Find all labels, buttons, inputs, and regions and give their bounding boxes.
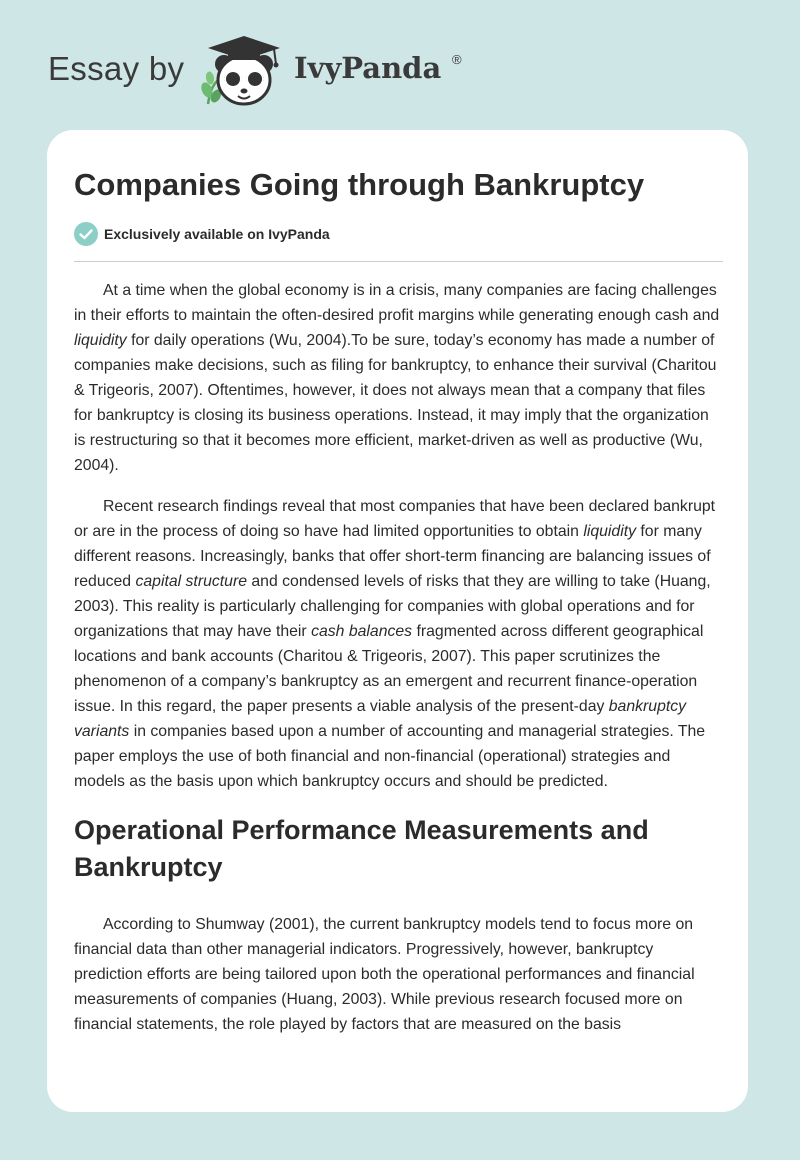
text-run: and condensed levels of risks that they are willing to take (Huang, 2003). This reality is particularly challenging for companies with global operations and for organizations that may have their [74, 573, 711, 640]
text-run: in companies based upon a number of accounting and managerial strategies. The paper employs the use of both financial and non-financial (operational) strategies and models as the basis upon which bankruptcy occurs and should be predicted. [74, 723, 706, 790]
text-run: for daily operations (Wu, 2004).To be sure, today’s economy has made a number of companies make decisions, such as filing for bankruptcy, to enhance their survival (Charitou & Trigeoris, 2007). Oftentimes, however, it does not always mean that a company that files for bankruptcy is closing its business operations. Instead, it may imply that the organization is restructuring so that it becomes more efficient, market-driven as well as productive (Wu, 2004). [74, 332, 717, 474]
italic-term: liquidity [74, 332, 127, 349]
section-heading: Operational Performance Measurements and Bankruptcy [74, 815, 649, 882]
essay-content [74, 278, 724, 1053]
text-run: for many different reasons. Increasingly, banks that offer short-term financing are balancing issues of reduced [74, 523, 711, 590]
text-run: Recent research findings reveal that most companies that have been declared bankrupt or are in the process of doing so have had limited opportunities to obtain [74, 498, 716, 540]
paragraph-2 [74, 494, 724, 794]
brand-name: IvyPanda [294, 51, 442, 85]
italic-term: cash balances [311, 623, 413, 640]
check-circle-icon [74, 222, 98, 246]
exclusive-label: Exclusively available on IvyPanda [104, 226, 330, 242]
panda-logo-icon [198, 34, 286, 112]
text-run: fragmented across different geographical locations and bank accounts (Charitou & Trigeoris, 2007). This paper scrutinizes the phenomenon of a company’s bankruptcy as an emergent and recurrent finance-operation issue. In this regard, the paper presents a viable analysis of the present-day [74, 623, 704, 715]
italic-term: bankruptcy variants [74, 698, 687, 740]
exclusive-badge [74, 222, 330, 246]
site-header [0, 0, 800, 130]
essay-by-label: Essay by [48, 50, 185, 87]
registered-mark: ® [452, 52, 462, 67]
paragraph-1 [74, 278, 724, 478]
page-title: Companies Going through Bankruptcy [74, 167, 645, 202]
divider [74, 261, 723, 262]
text-run: At a time when the global economy is in a crisis, many companies are facing challenges in their efforts to maintain the often-desired profit margins while generating enough cash and [74, 282, 720, 324]
italic-term: capital structure [135, 573, 247, 590]
essay-card [47, 130, 748, 1112]
paragraph-3: According to Shumway (2001), the current bankruptcy models tend to focus more on financial data than other managerial indicators. Progressively, however, bankruptcy prediction efforts are being tailored upon both the operational performances and financial measurements of companies (Huang, 2003). While previous research focused more on financial statements, the role played by factors that are measured on the basis [74, 916, 695, 1033]
italic-term: liquidity [583, 523, 637, 540]
